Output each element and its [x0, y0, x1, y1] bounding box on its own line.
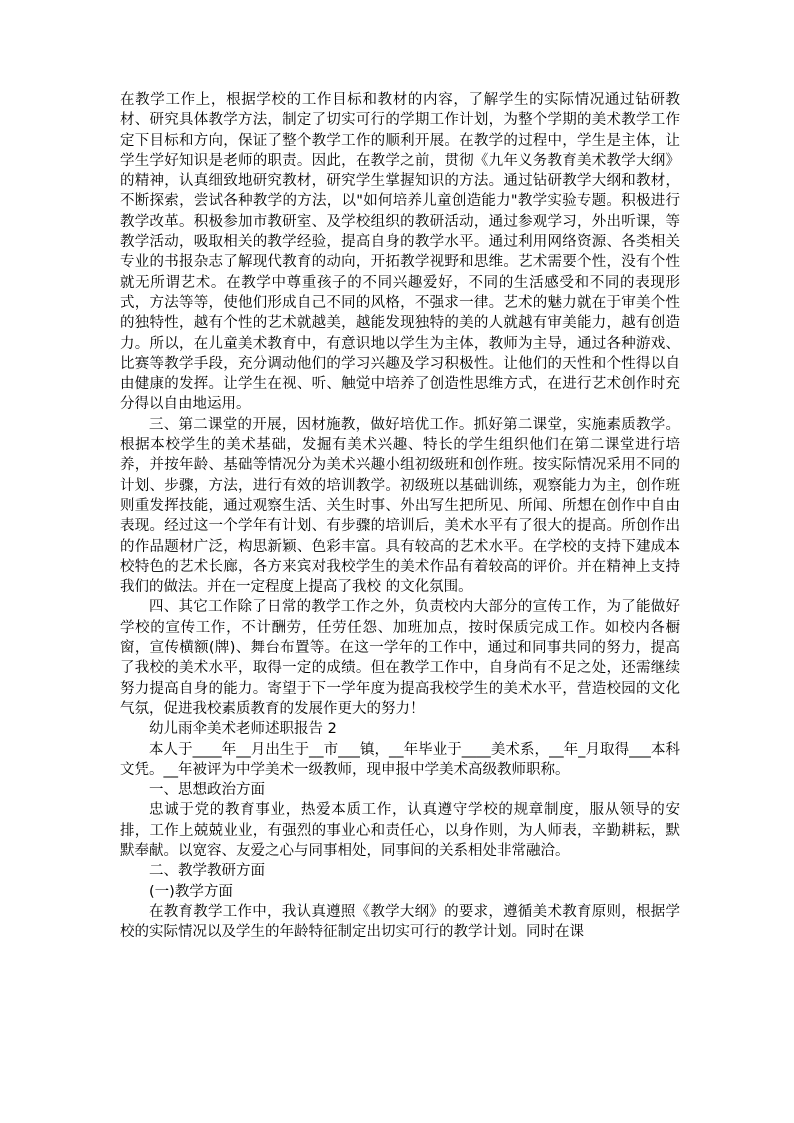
section-heading-politics: 一、思想政治方面 — [149, 782, 265, 799]
paragraph-teaching-plan: 在教育教学工作中，我认真遵照《教学大纲》的要求，遵循美术教育原则，根据学校的实际情况以及学生的年龄特征制定出切实可行的教学计划。同时在课 — [120, 903, 680, 941]
paragraph-second-classroom: 三、第二课堂的开展，因材施教，做好培优工作。抓好第二课堂，实施素质教学。根据本校学生的美术基础，发掘有美术兴趣、特长的学生组织他们在第二课堂进行培养，并按年龄、基础等情况分为美术兴趣小组初级班和创作班。按实际情况采用不同的计划、步骤，方法，进行有效的培训教学。初级班以基础训练，观察能力为主，创作班则重发挥技能，通过观察生活、关生时事、外出写生把所见、所闻、所想在创作中自由表现。经过这一个学年有计划、有步骤的培训后，美术水平有了很大的提高。所创作出的作品题材广泛，构思新颖、色彩丰富。具有较高的艺术水平。在学校的支持下建成本校特色的艺术长廊，各方来宾对我校学生的美术作品有着较高的评价。并在精神上支持我们的做法。并在一定程度上提高了我校 的文化氛围。 — [120, 416, 680, 596]
section-heading-teaching-research: 二、教学教研方面 — [149, 863, 265, 880]
paragraph-other-work: 四、其它工作除了日常的教学工作之外，负责校内大部分的宣传工作，为了能做好学校的宣传工作，不计酬劳，任劳任怨、加班加点，按时保质完成工作。如校内各橱窗，宣传横额(牌)、舞台布置等。在这一学年的工作中，通过和同事共同的努力，提高了我校的美术水平，取得一定的成绩。但在教学工作中，自身尚有不足之处，还需继续努力提高自身的能力。寄望于下一学年度为提高我校学生的美术水平，营造校园的文化气氛，促进我校素质教育的发展作更大的努力！ — [120, 599, 680, 717]
paragraph-personal-info: 本人于____年__月出生于__市___镇，__年毕业于____美术系，__年_月取得___本科文凭。__年被评为中学美术一级教师，现申报中学美术高级教师职称。 — [120, 741, 680, 778]
subsection-heading-teaching: (一)教学方面 — [149, 883, 233, 900]
report-title: 幼儿雨伞美术老师述职报告 2 — [149, 721, 337, 738]
paragraph-teaching-work: 在教学工作上，根据学校的工作目标和教材的内容，了解学生的实际情况通过钻研教材、研究具体教学方法，制定了切实可行的学期工作计划，为整个学期的美术教学工作定下目标和方向，保证了整个教学工作的顺利开展。在教学的过程中，学生是主体，让学生学好知识是老师的职责。因此，在教学之前，贯彻《九年义务教育美术教学大纲》的精神，认真细致地研究教材，研究学生掌握知识的方法。通过钻研教学大纲和教材，不断探索，尝试各种教学的方法，以"如何培养儿童创造能力"教学实验专题。积极进行教学改革。积极参加市教研室、及学校组织的教研活动，通过参观学习，外出听课，等教学活动，吸取相关的教学经验，提高自身的教学水平。通过利用网络资源、各类相关专业的书报杂志了解现代教育的动向，开拓教学视野和思维。艺术需要个性，没有个性就无所谓艺术。在教学中尊重孩子的不同兴趣爱好，不同的生活感受和不同的表现形式，方法等等，使他们形成自己不同的风格，不强求一律。艺术的魅力就在于审美个性的独特性，越有个性的艺术就越美，越能发现独特的美的人就越有审美能力，越有创造力。所以，在儿童美术教育中，有意识地以学生为主体，教师为主导，通过各种游戏、比赛等教学手段，充分调动他们的学习兴趣及学习积极性。让他们的天性和个性得以自由健康的发挥。让学生在视、听、触觉中培养了创造性思维方式，在进行艺术创作时充分得以自由地运用。 — [120, 92, 680, 413]
document-body — [120, 90, 680, 942]
paragraph-politics: 忠诚于党的教育事业，热爱本质工作，认真遵守学校的规章制度，服从领导的安排，工作上兢兢业业，有强烈的事业心和责任心，以身作则，为人师表，辛勤耕耘，默默奉献。以宽容、友爱之心与同事相处，同事间的关系相处非常融洽。 — [120, 802, 680, 859]
